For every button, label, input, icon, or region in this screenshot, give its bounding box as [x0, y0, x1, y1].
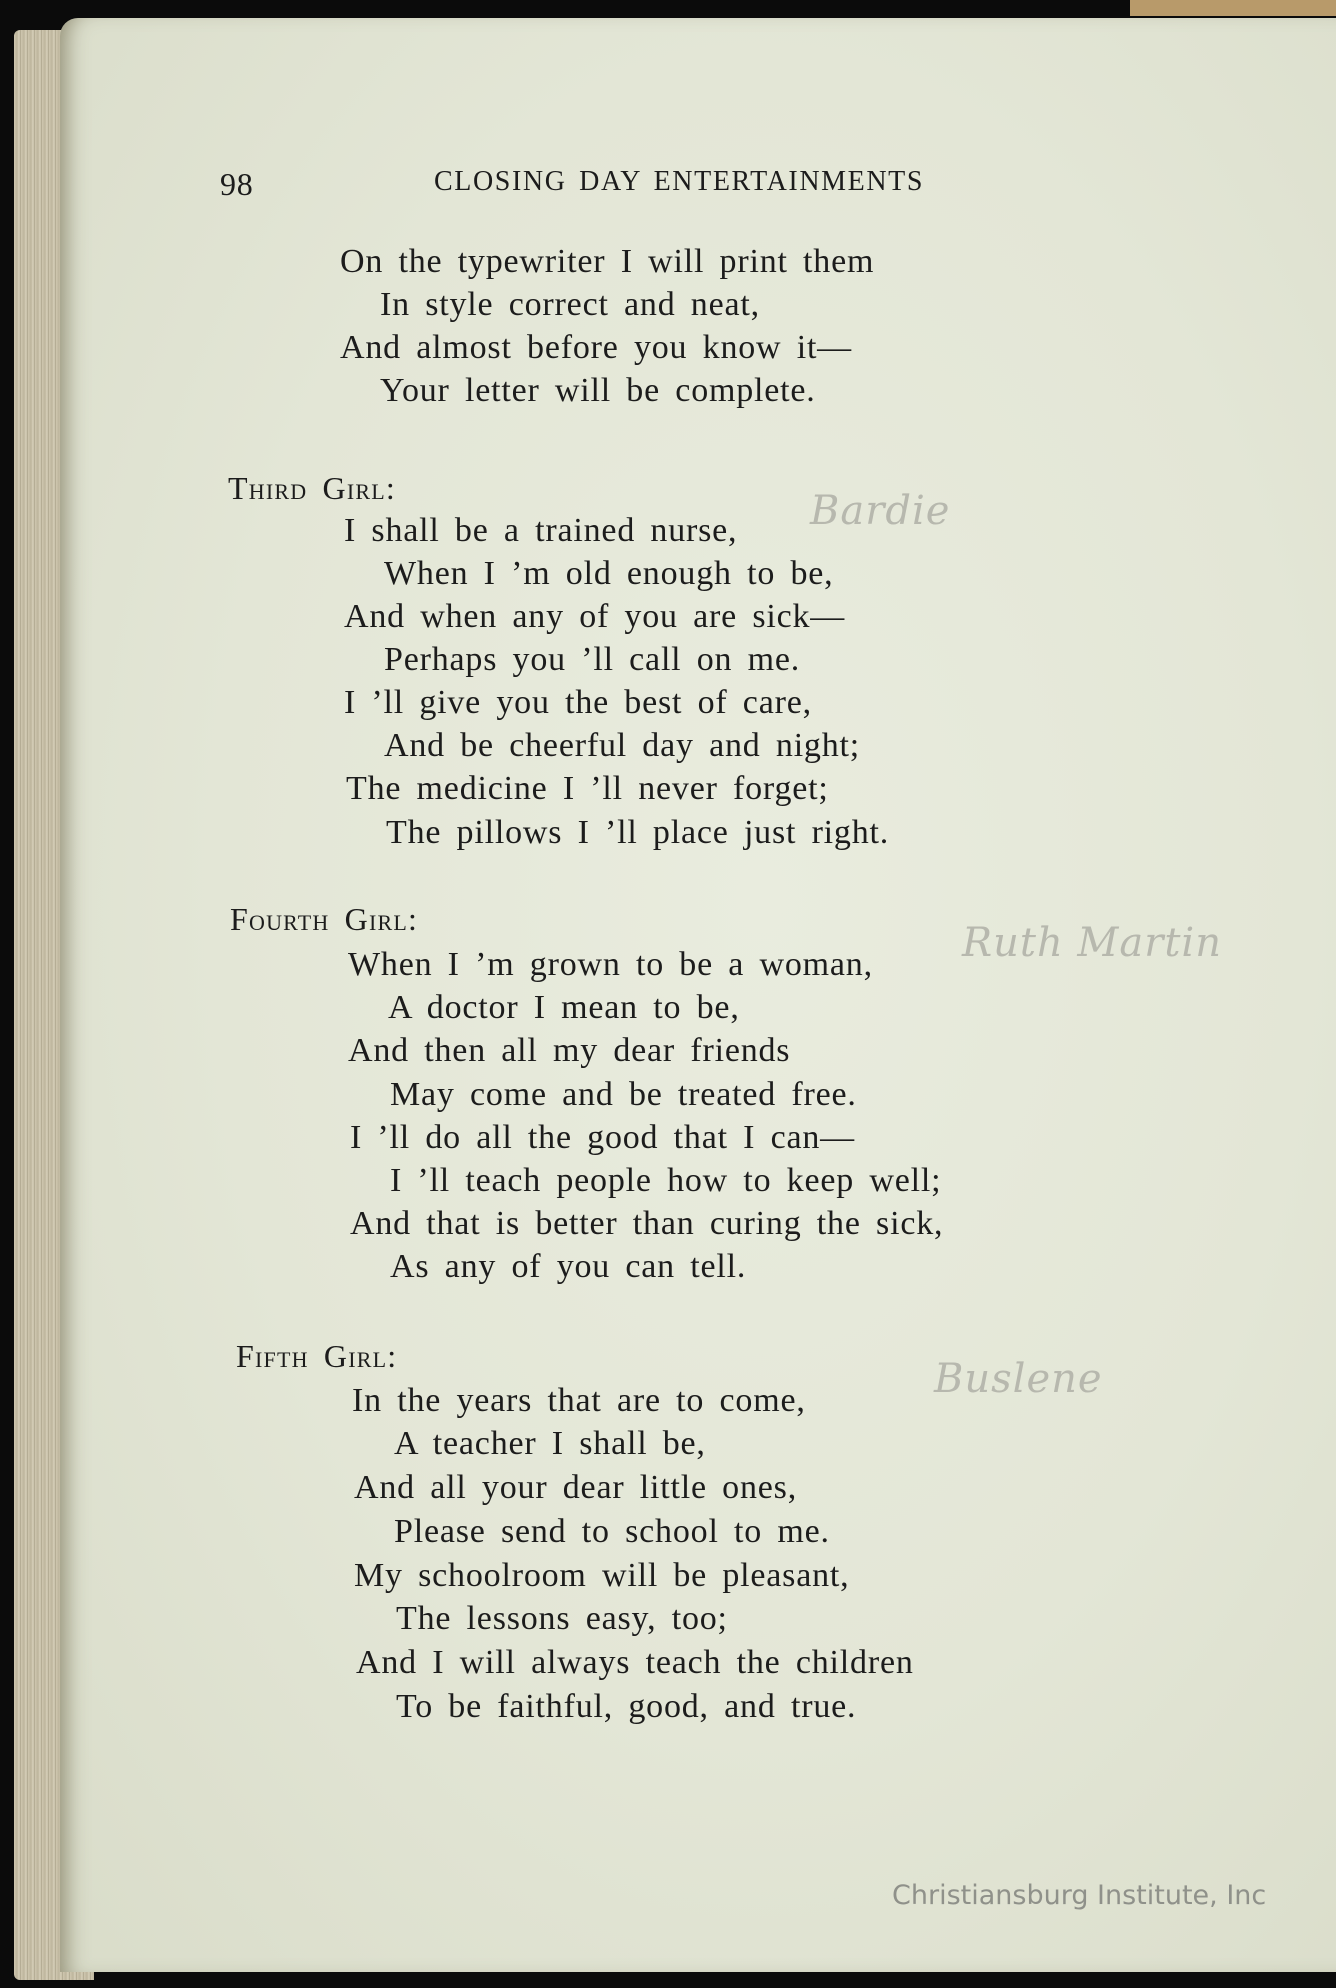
fourth-girl-line-5: I ’ll do all the good that I can—: [350, 1119, 855, 1156]
third-girl-line-5: I ’ll give you the best of care,: [344, 684, 812, 721]
fourth-girl-line-6: I ’ll teach people how to keep well;: [390, 1162, 942, 1199]
running-title: CLOSING DAY ENTERTAINMENTS: [434, 166, 925, 197]
speaker-third-girl: Third Girl:: [228, 470, 396, 506]
fifth-girl-line-8: To be faithful, good, and true.: [396, 1688, 857, 1725]
fourth-girl-line-7: And that is better than curing the sick,: [350, 1205, 944, 1242]
fourth-girl-line-1: When I ’m grown to be a woman,: [348, 946, 873, 983]
third-girl-line-8: The pillows I ’ll place just right.: [386, 814, 890, 851]
book-tab: [1130, 0, 1336, 16]
fifth-girl-line-1: In the years that are to come,: [352, 1382, 806, 1419]
handwritten-note-fourth: Ruth Martin: [962, 920, 1222, 966]
intro-line-1: On the typewriter I will print them: [340, 243, 875, 280]
archive-watermark: Christiansburg Institute, Inc: [892, 1880, 1267, 1911]
fourth-girl-line-4: May come and be treated free.: [390, 1076, 857, 1113]
speaker-fourth-girl: Fourth Girl:: [230, 901, 419, 937]
third-girl-line-2: When I ’m old enough to be,: [384, 555, 834, 592]
fourth-girl-line-3: And then all my dear friends: [348, 1032, 791, 1069]
fifth-girl-line-5: My schoolroom will be pleasant,: [354, 1557, 850, 1594]
fourth-girl-line-2: A doctor I mean to be,: [388, 989, 740, 1026]
fifth-girl-line-4: Please send to school to me.: [394, 1513, 830, 1550]
third-girl-line-3: And when any of you are sick—: [344, 598, 846, 635]
intro-line-3: And almost before you know it—: [340, 329, 852, 366]
fourth-girl-line-8: As any of you can tell.: [390, 1248, 747, 1285]
third-girl-line-6: And be cheerful day and night;: [384, 727, 861, 764]
fifth-girl-line-6: The lessons easy, too;: [396, 1600, 728, 1637]
fifth-girl-line-7: And I will always teach the children: [356, 1644, 914, 1681]
fifth-girl-line-3: And all your dear little ones,: [354, 1469, 798, 1506]
handwritten-note-third: Bardie: [810, 488, 951, 534]
page-number: 98: [220, 166, 254, 202]
third-girl-line-1: I shall be a trained nurse,: [344, 512, 738, 549]
third-girl-line-4: Perhaps you ’ll call on me.: [384, 641, 801, 678]
handwritten-note-fifth: Buslene: [934, 1356, 1103, 1402]
speaker-fifth-girl: Fifth Girl:: [236, 1338, 398, 1374]
intro-line-4: Your letter will be complete.: [380, 372, 816, 409]
intro-line-2: In style correct and neat,: [380, 286, 760, 323]
fifth-girl-line-2: A teacher I shall be,: [394, 1425, 706, 1462]
third-girl-line-7: The medicine I ’ll never forget;: [346, 770, 829, 807]
